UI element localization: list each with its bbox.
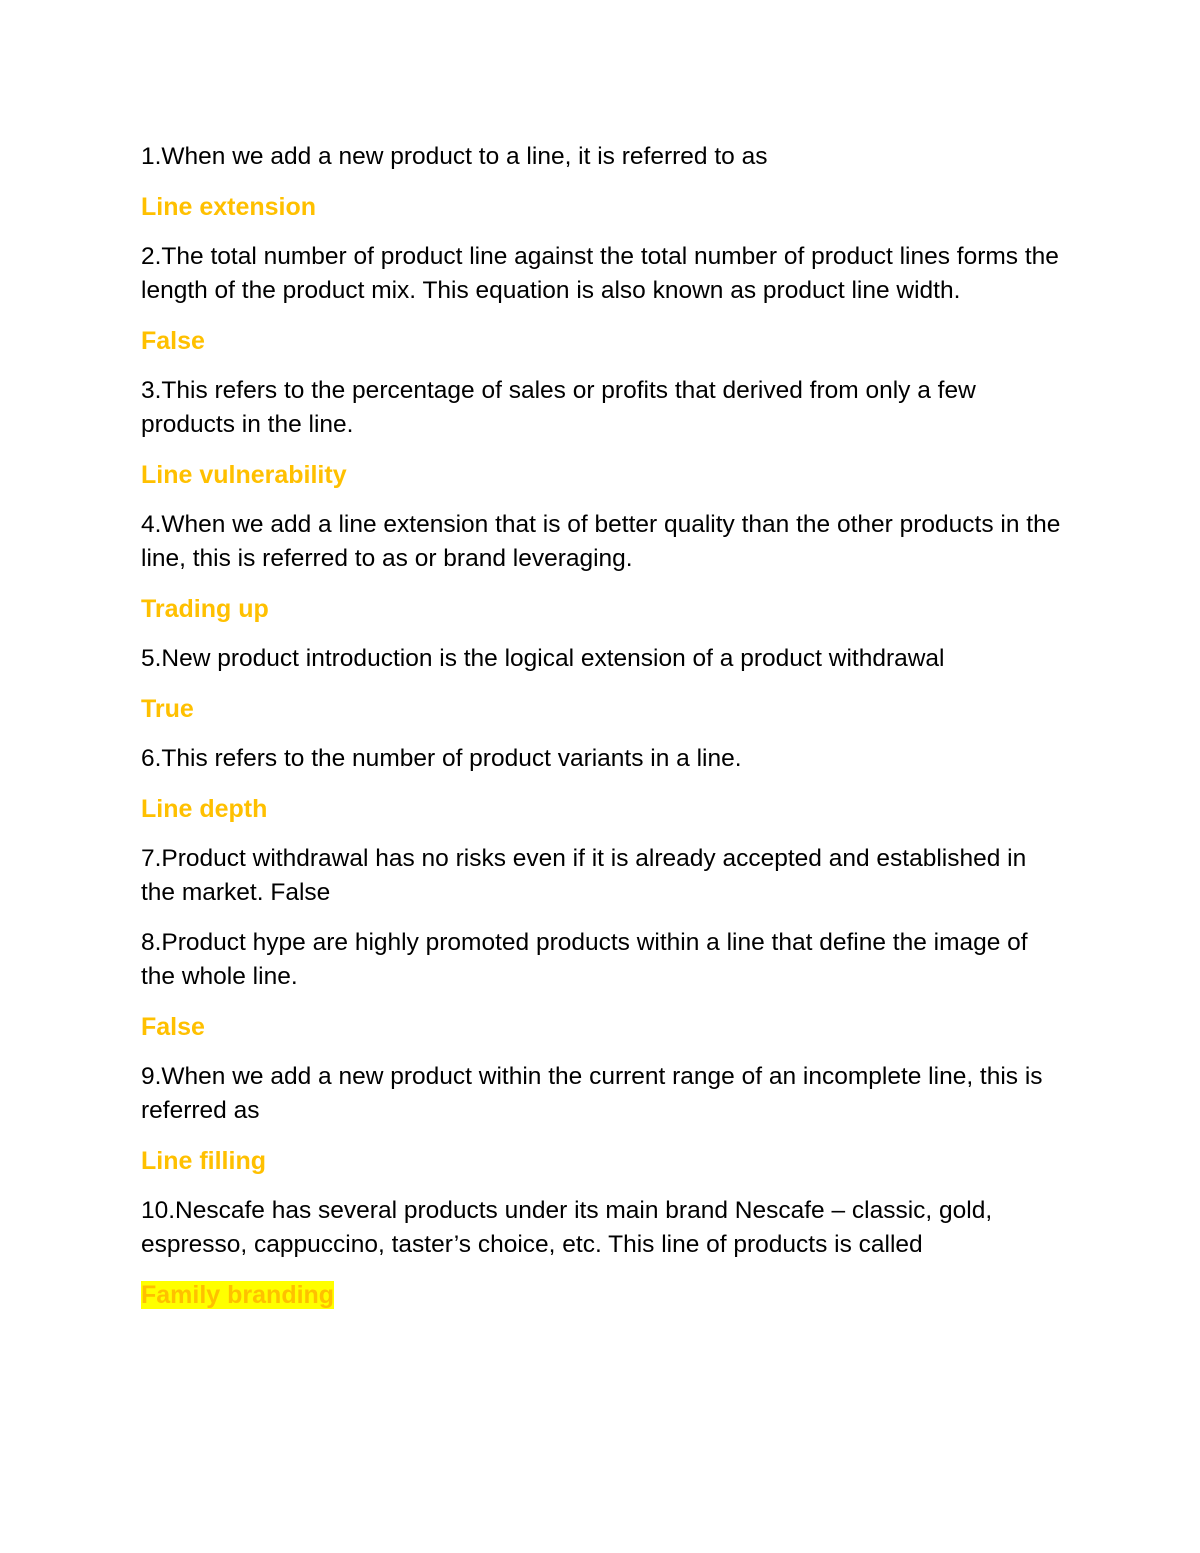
question-6: 6.This refers to the number of product variants in a line. <box>141 745 742 772</box>
question-8: 8.Product hype are highly promoted products within a line that define the image of the whole line. <box>141 929 1028 990</box>
question-2: 2.The total number of product line against the total number of product lines forms the length of the product mix. This equation is also known as product line width. <box>141 243 1059 304</box>
question-5: 5.New product introduction is the logical extension of a product withdrawal <box>141 645 945 672</box>
question-10: 10.Nescafe has several products under its main brand Nescafe – classic, gold, espresso, cappuccino, taster’s choice, etc. This line of products is called <box>141 1197 993 1258</box>
answer-8: False <box>141 1013 205 1041</box>
question-9: 9.When we add a new product within the current range of an incomplete line, this is referred as <box>141 1063 1043 1124</box>
answer-6: Line depth <box>141 795 268 823</box>
answer-4: Trading up <box>141 595 269 623</box>
question-7: 7.Product withdrawal has no risks even if it is already accepted and established in the market. False <box>141 845 1027 906</box>
answer-9: Line filling <box>141 1147 266 1175</box>
question-3: 3.This refers to the percentage of sales or profits that derived from only a few products in the line. <box>141 377 976 438</box>
highlighted-answer: Family branding <box>141 1281 335 1309</box>
question-1: 1.When we add a new product to a line, it is referred to as <box>141 143 768 170</box>
question-4: 4.When we add a line extension that is of better quality than the other products in the line, this is referred to as or brand leveraging. <box>141 511 1061 572</box>
answer-1: Line extension <box>141 193 317 221</box>
answer-10 <box>141 1278 1061 1312</box>
document-content <box>141 140 1061 1328</box>
answer-3: Line vulnerability <box>141 461 347 489</box>
answer-2: False <box>141 327 205 355</box>
answer-5: True <box>141 695 194 723</box>
